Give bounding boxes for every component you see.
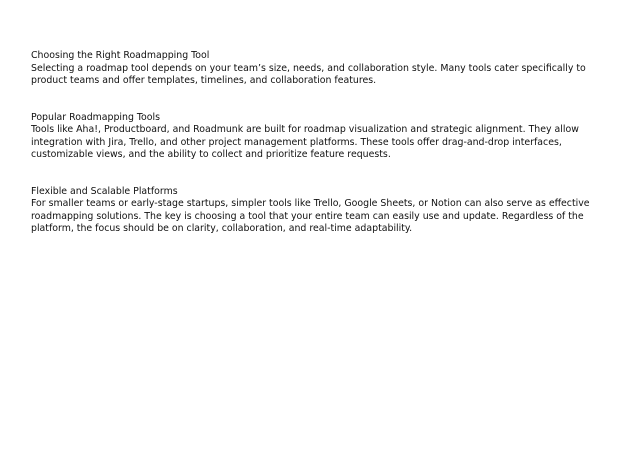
section-heading: Flexible and Scalable Platforms [31, 185, 178, 197]
document-page [31, 50, 611, 236]
section-flexible-platforms [31, 186, 611, 236]
section-body: Selecting a roadmap tool depends on your team’s size, needs, and collaboration style. Many tools cater specifically to product teams and offer templates, timelines, and collaboration features. [31, 62, 586, 86]
section-heading: Popular Roadmapping Tools [31, 111, 161, 123]
section-body: Tools like Aha!, Productboard, and Roadmunk are built for roadmap visualization and strategic alignment. They allow integration with Jira, Trello, and other project management platforms. These tools offer drag-and-drop interfaces, customizable views, and the ability to collect and prioritize feature requests. [31, 124, 579, 160]
section-heading: Choosing the Right Roadmapping Tool [31, 50, 210, 61]
section-body: For smaller teams or early-stage startups, simpler tools like Trello, Google Sheets, or Notion can also serve as effective roadmapping solutions. The key is choosing a tool that your entire team can easily use and update. Regardless of the platform, the focus should be on clarity, collaboration, and real-time adaptability. [31, 198, 590, 234]
section-choosing-tool [31, 50, 611, 88]
section-popular-tools [31, 112, 611, 162]
